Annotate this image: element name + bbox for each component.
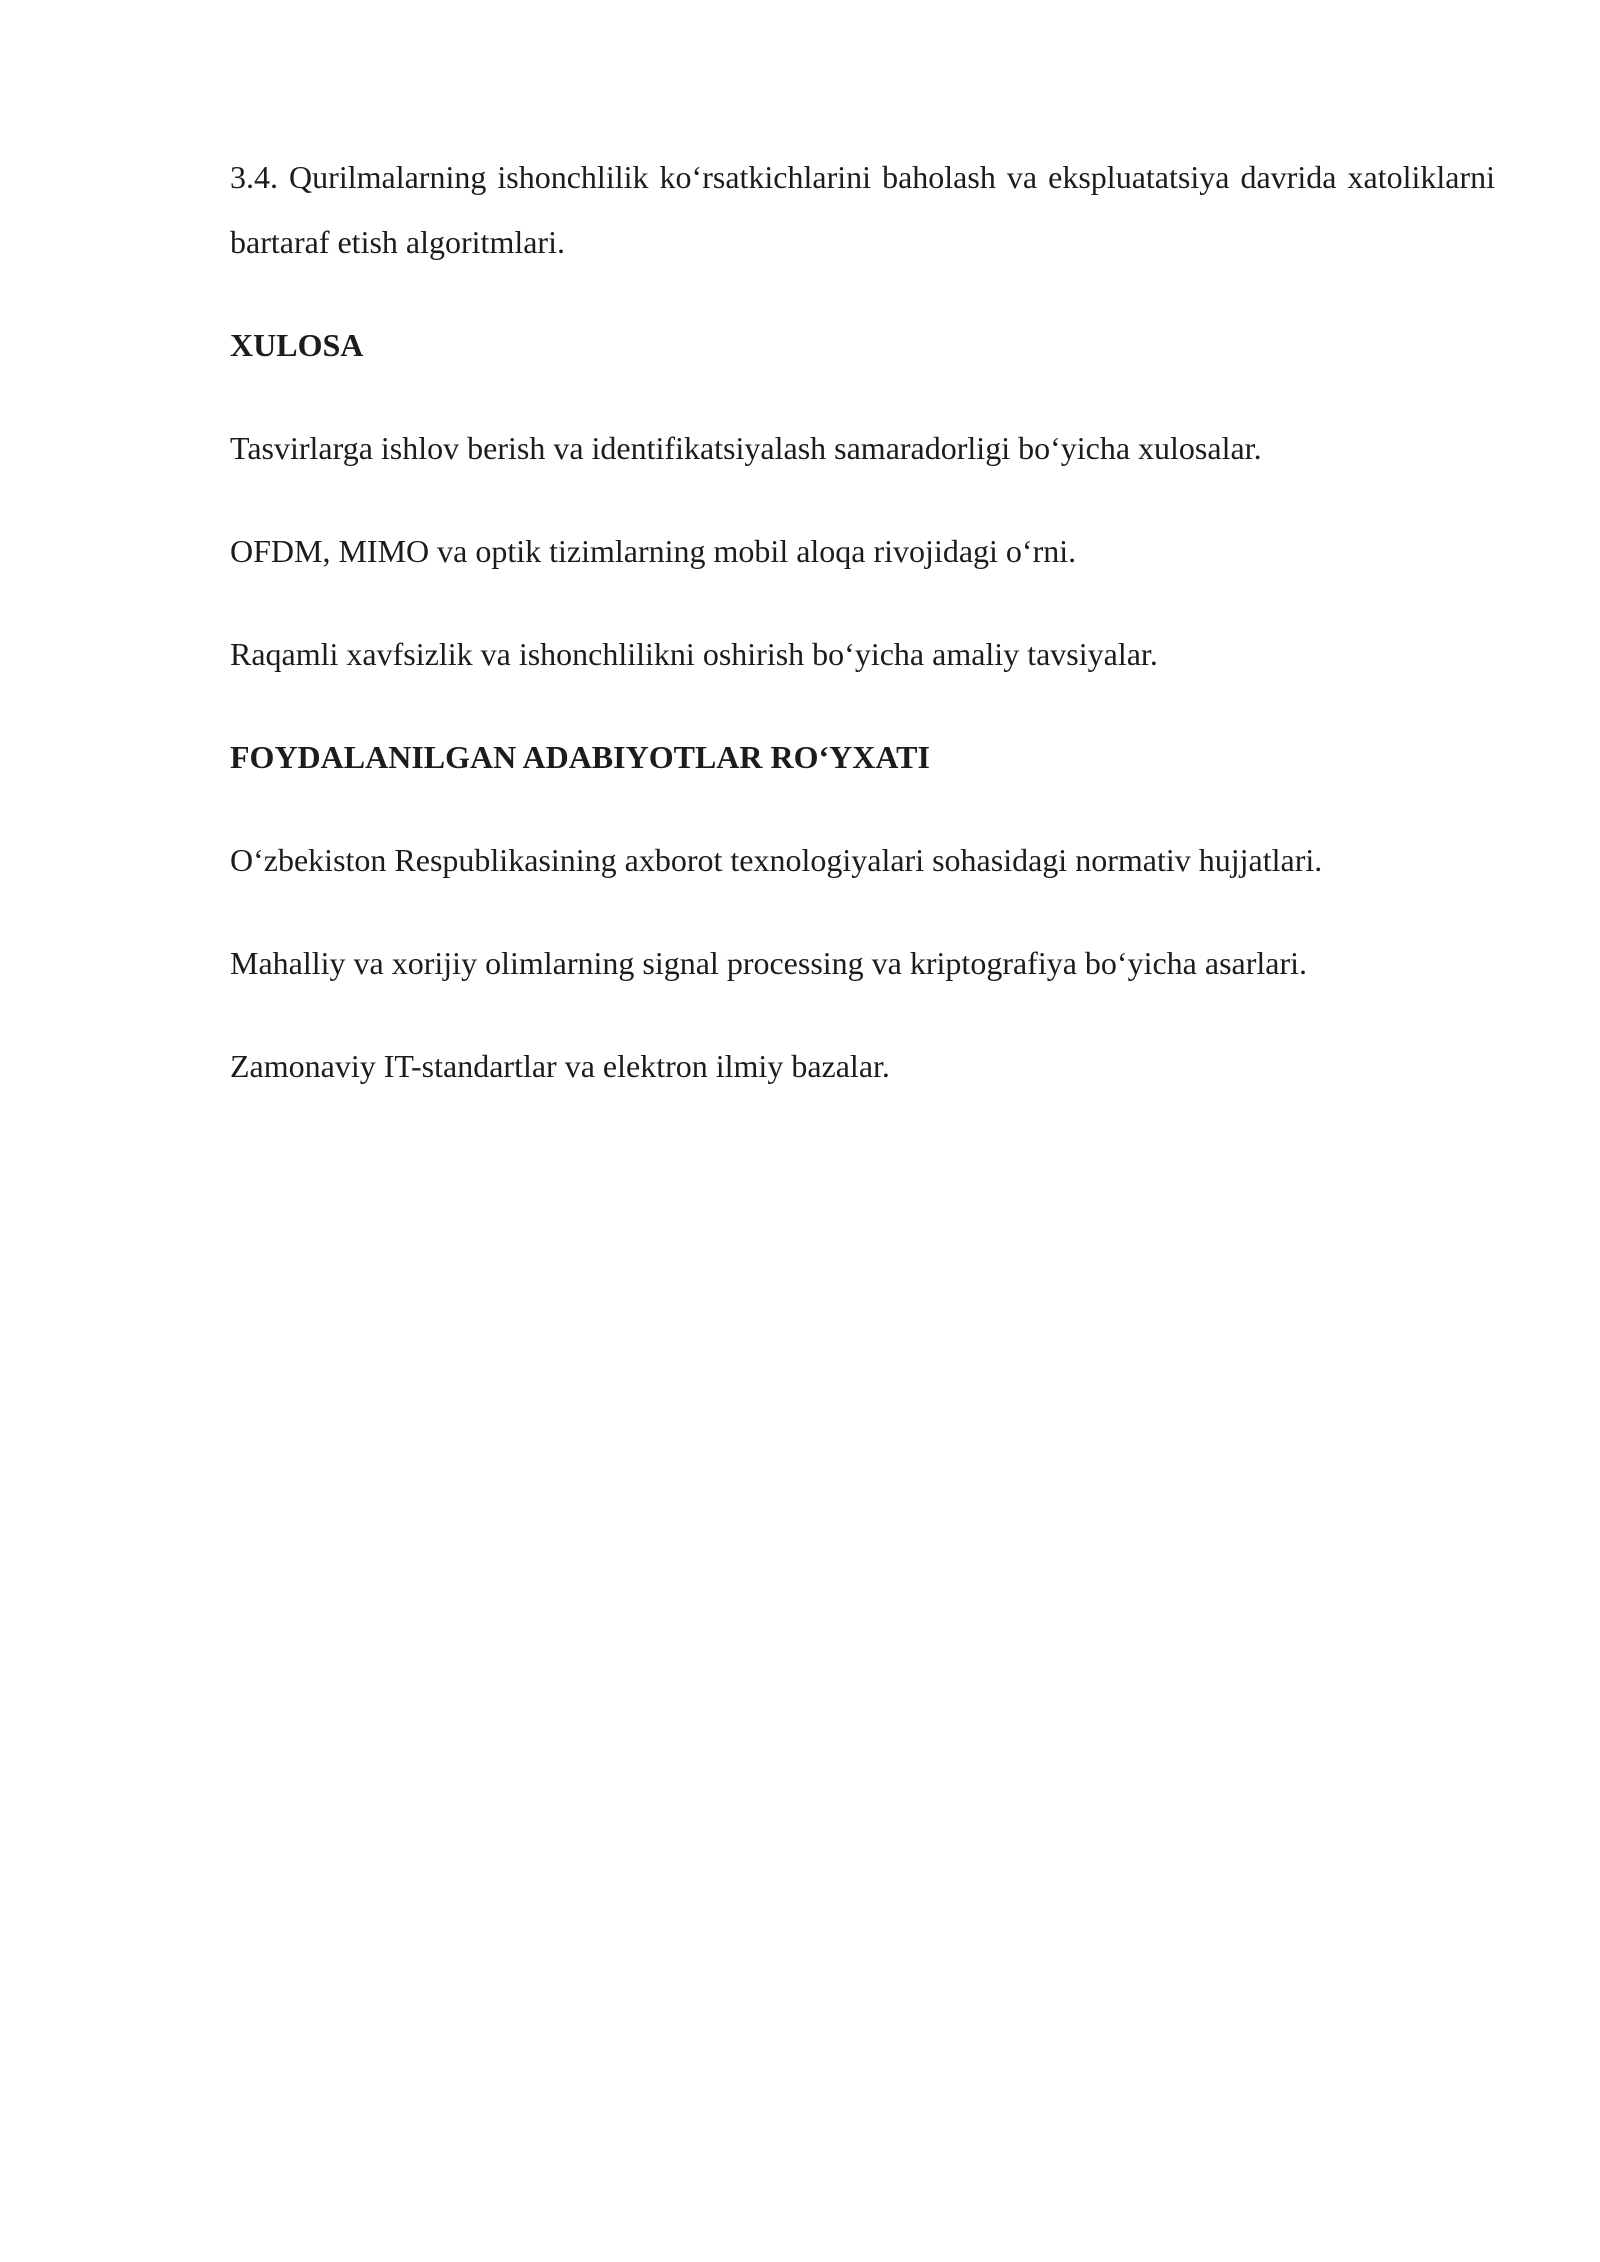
conclusion-item: Tasvirlarga ishlov berish va identifikatsiyalash samaradorligi bo‘yicha xulosalar. (230, 430, 1262, 466)
conclusion-item: Raqamli xavfsizlik va ishonchlilikni oshirish bo‘yicha amaliy tavsiyalar. (230, 636, 1158, 672)
conclusion-heading: XULOSA (230, 327, 364, 363)
references-heading: FOYDALANILGAN ADABIYOTLAR RO‘YXATI (230, 739, 930, 775)
section-item-3-4: 3.4. Qurilmalarning ishonchlilik ko‘rsatkichlarini baholash va ekspluatatsiya davrida xatoliklarni bartaraf etish algoritmlari. (230, 159, 1495, 260)
reference-item: Mahalliy va xorijiy olimlarning signal processing va kriptografiya bo‘yicha asarlari. (230, 945, 1308, 981)
conclusion-item: OFDM, MIMO va optik tizimlarning mobil aloqa rivojidagi o‘rni. (230, 533, 1077, 569)
reference-item: O‘zbekiston Respublikasining axborot texnologiyalari sohasidagi normativ hujjatlari. (230, 842, 1323, 878)
reference-item: Zamonaviy IT-standartlar va elektron ilmiy bazalar. (230, 1048, 890, 1084)
